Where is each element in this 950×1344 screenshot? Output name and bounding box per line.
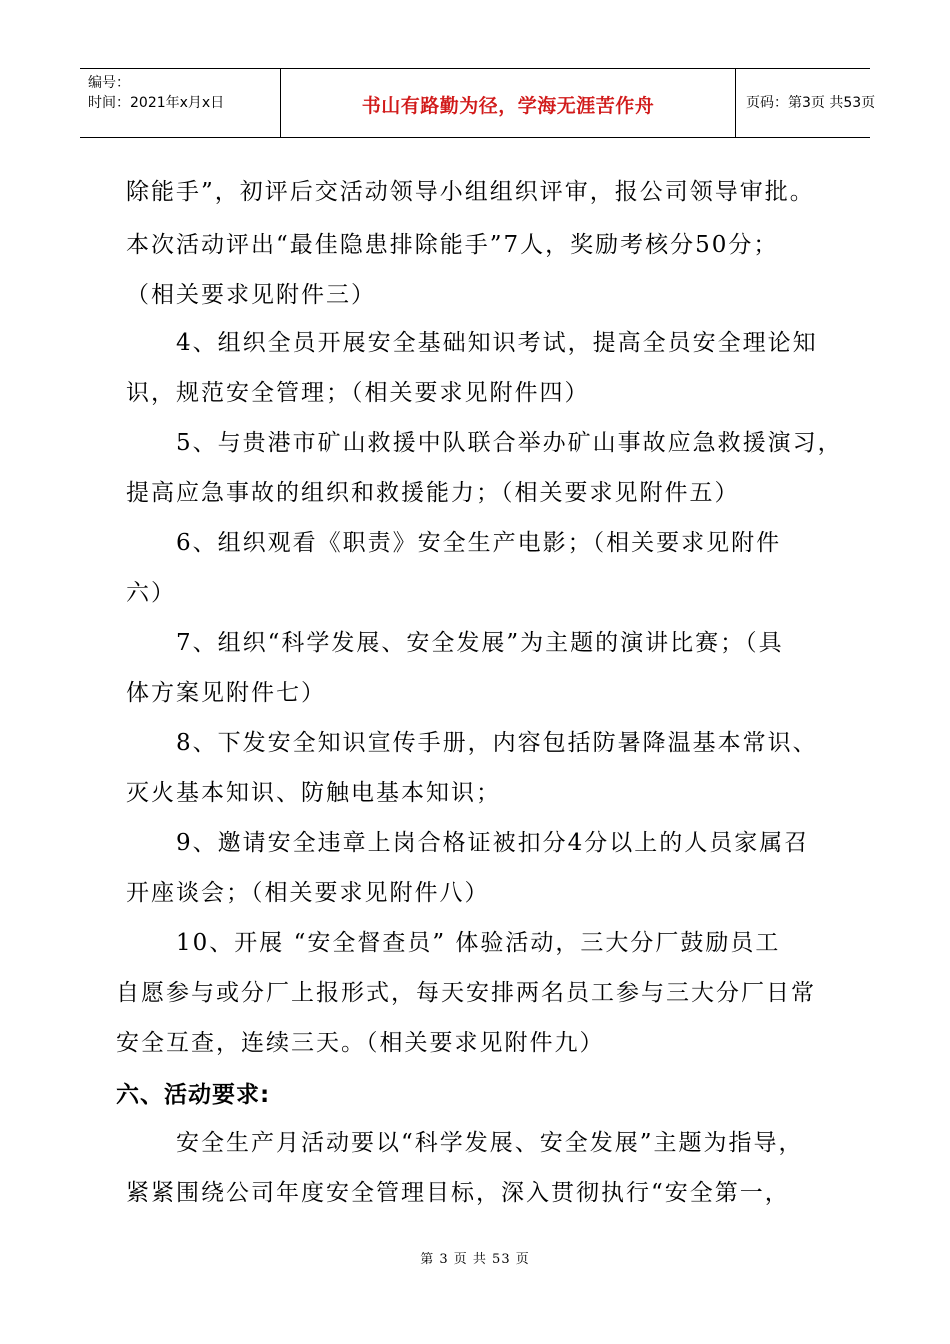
date-label: 时间：2021年x月x日 <box>88 95 225 111</box>
motto: 书山有路勤为径，学海无涯苦作舟 <box>361 95 655 117</box>
text-line: 7、组织“科学发展、安全发展”为主题的演讲比赛；（具 <box>176 630 784 656</box>
text-line: （相关要求见附件三） <box>126 282 376 308</box>
page-code: 页码：第3页 共53页 <box>746 95 876 111</box>
header-right-cell <box>736 69 876 137</box>
text-line: 开座谈会；（相关要求见附件八） <box>126 880 490 906</box>
text-line: 自愿参与或分厂上报形式，每天安排两名员工参与三大分厂日常 <box>116 980 816 1006</box>
page-footer: 第 3 页 共 53 页 <box>420 1252 530 1267</box>
text-line: 安全生产月活动要以“科学发展、安全发展”主题为指导， <box>176 1130 804 1156</box>
section-heading: 六、活动要求: <box>116 1082 271 1108</box>
text-line: 5、与贵港市矿山救援中队联合举办矿山事故应急救援演习， <box>176 430 843 456</box>
text-line: 除能手”，初评后交活动领导小组组织评审，报公司领导审批。 <box>126 179 815 205</box>
text-line: 灭火基本知识、防触电基本知识； <box>126 780 501 806</box>
text-line: 紧紧围绕公司年度安全管理目标，深入贯彻执行“安全第一， <box>126 1180 790 1206</box>
header-motto-cell <box>280 69 736 137</box>
document-header <box>80 68 876 138</box>
header-left-cell <box>80 69 280 137</box>
text-line: 8、下发安全知识宣传手册，内容包括防暑降温基本常识、 <box>176 730 818 756</box>
number-label: 编号： <box>88 75 130 91</box>
text-line: 10、开展 “安全督查员” 体验活动，三大分厂鼓励员工 <box>176 930 781 956</box>
text-line: 安全互查，连续三天。（相关要求见附件九） <box>116 1030 605 1056</box>
text-line: 本次活动评出“最佳隐患排除能手”7人，奖励考核分50分； <box>126 232 779 258</box>
text-line: 4、组织全员开展安全基础知识考试，提高全员安全理论知 <box>176 330 818 356</box>
text-line: 6、组织观看《职责》安全生产电影；（相关要求见附件 <box>176 530 782 556</box>
text-line: 识，规范安全管理；（相关要求见附件四） <box>126 380 590 406</box>
text-line: 9、邀请安全违章上岗合格证被扣分4分以上的人员家属召 <box>176 830 810 856</box>
text-line: 六） <box>126 580 176 606</box>
text-line: 提高应急事故的组织和救援能力；（相关要求见附件五） <box>126 480 740 506</box>
text-line: 体方案见附件七） <box>126 680 326 706</box>
